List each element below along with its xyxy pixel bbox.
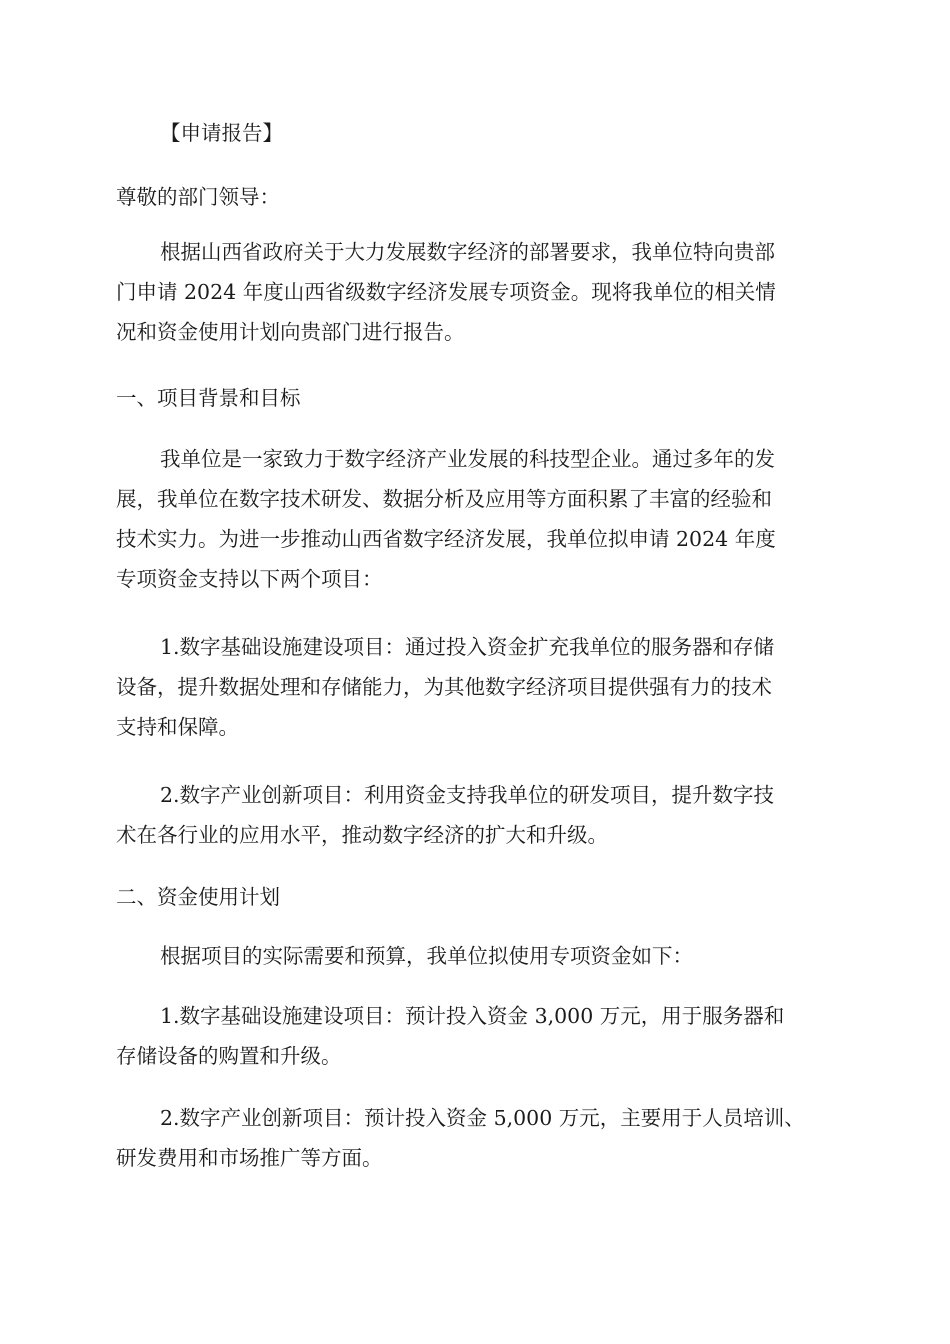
document-title: 【申请报告】	[160, 121, 283, 145]
intro-paragraph: 根据山西省政府关于大力发展数字经济的部署要求，我单位特向贵部 门申请 2024 年度山西省级数字经济发展专项资金。现将我单位的相关情 况和资金使用计划向贵部门进行报告。	[116, 240, 776, 344]
section1-item-2: 2.数字产业创新项目：利用资金支持我单位的研发项目，提升数字技 术在各行业的应用水平，推动数字经济的扩大和升级。	[116, 783, 775, 847]
section1-paragraph: 我单位是一家致力于数字经济产业发展的科技型企业。通过多年的发 展，我单位在数字技术研发、数据分析及应用等方面积累了丰富的经验和 技术实力。为进一步推动山西省数字经济发展，我单位拟申请 2024 年度 专项资金支持以下两个项目：	[116, 447, 776, 591]
section2-item-1: 1.数字基础设施建设项目：预计投入资金 3,000 万元，用于服务器和 存储设备的购置和升级。	[116, 1004, 785, 1068]
section2-item-2: 2.数字产业创新项目：预计投入资金 5,000 万元，主要用于人员培训、 研发费用和市场推广等方面。	[116, 1106, 805, 1170]
salutation: 尊敬的部门领导：	[116, 185, 280, 209]
section2-heading: 二、资金使用计划	[116, 885, 280, 909]
section1-heading: 一、项目背景和目标	[116, 386, 301, 410]
section1-item-1: 1.数字基础设施建设项目：通过投入资金扩充我单位的服务器和存储 设备，提升数据处理和存储能力，为其他数字经济项目提供强有力的技术 支持和保障。	[116, 635, 775, 739]
section2-paragraph: 根据项目的实际需要和预算，我单位拟使用专项资金如下：	[160, 944, 693, 968]
